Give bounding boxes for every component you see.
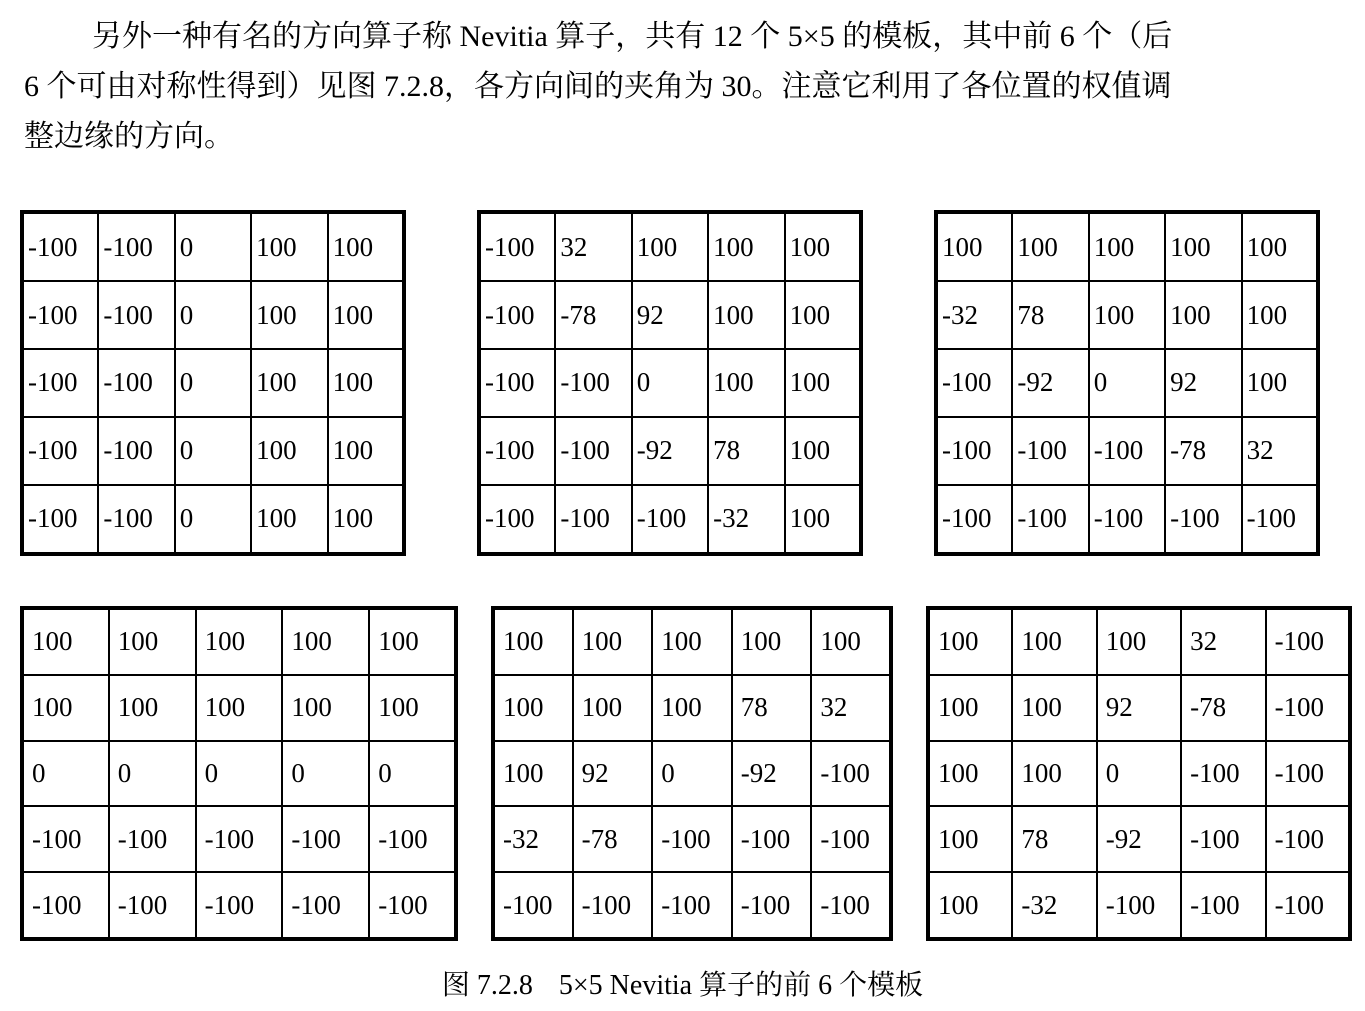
matrix-cell: 0: [175, 485, 251, 554]
matrix-cell: 0: [652, 741, 732, 807]
matrix-cell: 100: [1097, 608, 1181, 675]
matrix-cell: 100: [708, 281, 784, 349]
matrix-cell: -100: [479, 349, 555, 417]
matrix-row: [22, 349, 404, 417]
matrix-cell: 100: [328, 485, 404, 554]
matrix-cell: 100: [928, 741, 1012, 807]
matrix-cell: 0: [175, 349, 251, 417]
matrix-cell: -100: [109, 872, 196, 939]
matrix-cell: 32: [1181, 608, 1265, 675]
matrix-cell: 100: [573, 608, 653, 675]
matrix-cell: 100: [928, 608, 1012, 675]
template-matrix-6: [926, 606, 1352, 941]
matrix-cell: 78: [732, 675, 812, 741]
matrix-cell: -100: [98, 349, 174, 417]
template-matrix-1: [20, 210, 406, 556]
matrix-cell: 100: [22, 608, 109, 675]
matrix-cell: -100: [1266, 741, 1350, 807]
matrix-cell: -32: [936, 281, 1012, 349]
matrix-cell: 100: [1165, 212, 1241, 281]
matrix-cell: -100: [22, 349, 98, 417]
matrix-cell: 92: [573, 741, 653, 807]
matrix-cell: 100: [22, 675, 109, 741]
matrix-cell: 100: [1012, 741, 1096, 807]
matrix-cell: -100: [555, 417, 631, 485]
matrix-cell: -100: [22, 806, 109, 872]
matrix-cell: 92: [1097, 675, 1181, 741]
template-matrix-4: [20, 606, 458, 941]
matrix-cell: -100: [811, 741, 891, 807]
matrix-cell: -100: [22, 417, 98, 485]
matrix-cell: 100: [1242, 212, 1318, 281]
matrix-row: [928, 741, 1350, 807]
matrix-cell: 100: [251, 485, 327, 554]
matrix-cell: -100: [652, 806, 732, 872]
matrix-cell: 100: [196, 675, 283, 741]
matrix-cell: 100: [1012, 675, 1096, 741]
matrix-cell: -32: [1012, 872, 1096, 939]
matrix-cell: 100: [1089, 212, 1165, 281]
matrix-row: [479, 417, 861, 485]
matrix-cell: -100: [22, 485, 98, 554]
matrix-cell: 92: [632, 281, 708, 349]
matrix-cell: 100: [652, 675, 732, 741]
matrix-cell: -100: [98, 417, 174, 485]
matrix-cell: 100: [1242, 281, 1318, 349]
matrix-cell: 100: [328, 281, 404, 349]
matrix-row: [22, 485, 404, 554]
matrix-cell: -100: [479, 417, 555, 485]
matrix-cell: 100: [928, 806, 1012, 872]
matrix-cell: 100: [493, 741, 573, 807]
matrix-cell: 0: [22, 741, 109, 807]
matrix-cell: 100: [632, 212, 708, 281]
matrix-cell: 100: [652, 608, 732, 675]
matrix-cell: 100: [928, 675, 1012, 741]
matrix-cell: 100: [1242, 349, 1318, 417]
matrix-cell: 100: [251, 281, 327, 349]
matrix-cell: -100: [1097, 872, 1181, 939]
template-matrix-2: [477, 210, 863, 556]
paragraph-line: 整边缘的方向。: [24, 120, 234, 153]
matrix-cell: 100: [785, 485, 861, 554]
matrix-cell: -100: [632, 485, 708, 554]
matrix-cell: 100: [251, 349, 327, 417]
matrix-cell: -100: [555, 485, 631, 554]
paragraph-line: 另外一种有名的方向算子称 Nevitia 算子，共有 12 个 5×5 的模板，其中前 6 个（后: [92, 20, 1173, 53]
matrix-cell: -78: [1165, 417, 1241, 485]
matrix-cell: -100: [1012, 417, 1088, 485]
matrix-cell: 100: [732, 608, 812, 675]
matrix-cell: 100: [493, 675, 573, 741]
matrix-cell: 0: [109, 741, 196, 807]
matrix-cell: -100: [196, 806, 283, 872]
matrix-row: [479, 485, 861, 554]
matrix-row: [936, 349, 1318, 417]
body-paragraph: [24, 12, 1324, 162]
figure-caption: [0, 966, 1365, 1006]
matrix-cell: -100: [1089, 417, 1165, 485]
matrix-cell: -100: [369, 806, 456, 872]
template-matrix-5: [491, 606, 893, 941]
matrix-cell: -100: [22, 872, 109, 939]
matrix-row: [936, 212, 1318, 281]
matrix-cell: -100: [109, 806, 196, 872]
matrix-cell: 100: [785, 281, 861, 349]
matrix-cell: 100: [328, 349, 404, 417]
matrix-cell: 78: [1012, 281, 1088, 349]
matrix-cell: -100: [1181, 806, 1265, 872]
matrix-cell: -100: [1266, 608, 1350, 675]
matrix-cell: 0: [175, 212, 251, 281]
matrix-cell: 0: [175, 417, 251, 485]
matrix-cell: -100: [493, 872, 573, 939]
matrix-row: [22, 608, 456, 675]
matrix-cell: 100: [369, 608, 456, 675]
matrix-cell: -100: [479, 281, 555, 349]
matrix-cell: -100: [811, 872, 891, 939]
matrix-cell: 100: [573, 675, 653, 741]
matrix-cell: -100: [98, 485, 174, 554]
figure-number: 图 7.2.8: [441, 970, 533, 1001]
matrix-cell: 0: [282, 741, 369, 807]
matrix-cell: 100: [493, 608, 573, 675]
matrix-cell: -78: [555, 281, 631, 349]
matrix-row: [22, 741, 456, 807]
matrix-cell: 100: [785, 349, 861, 417]
matrix-cell: -100: [1242, 485, 1318, 554]
matrix-cell: -100: [196, 872, 283, 939]
matrix-row: [479, 212, 861, 281]
matrix-cell: -100: [369, 872, 456, 939]
matrix-row: [479, 281, 861, 349]
matrix-row: [928, 675, 1350, 741]
matrix-cell: 100: [928, 872, 1012, 939]
matrix-row: [928, 608, 1350, 675]
matrix-cell: -32: [493, 806, 573, 872]
matrix-cell: -100: [652, 872, 732, 939]
matrix-cell: -100: [1181, 741, 1265, 807]
matrix-cell: 0: [632, 349, 708, 417]
matrix-row: [936, 485, 1318, 554]
matrix-cell: -100: [1266, 806, 1350, 872]
matrix-row: [22, 806, 456, 872]
matrix-cell: -100: [98, 212, 174, 281]
matrix-cell: -78: [1181, 675, 1265, 741]
matrix-row: [22, 872, 456, 939]
matrix-cell: 100: [196, 608, 283, 675]
template-matrix-3: [934, 210, 1320, 556]
matrix-cell: 100: [1089, 281, 1165, 349]
figure-caption-text: 5×5 Nevitia 算子的前 6 个模板: [558, 970, 924, 1001]
matrix-cell: 100: [1012, 212, 1088, 281]
matrix-cell: -78: [573, 806, 653, 872]
matrix-cell: -100: [1181, 872, 1265, 939]
matrix-cell: 100: [328, 417, 404, 485]
matrix-cell: -100: [936, 349, 1012, 417]
matrix-cell: 100: [109, 608, 196, 675]
matrix-cell: 32: [811, 675, 891, 741]
matrix-row: [22, 281, 404, 349]
matrix-row: [22, 675, 456, 741]
matrix-cell: -100: [282, 872, 369, 939]
matrix-row: [22, 212, 404, 281]
matrix-cell: -100: [811, 806, 891, 872]
matrix-cell: 0: [1097, 741, 1181, 807]
matrix-cell: -92: [1012, 349, 1088, 417]
matrix-cell: 32: [555, 212, 631, 281]
matrix-cell: 92: [1165, 349, 1241, 417]
matrix-row: [493, 806, 891, 872]
matrix-row: [22, 417, 404, 485]
matrix-row: [493, 741, 891, 807]
matrix-cell: 78: [708, 417, 784, 485]
matrix-row: [493, 608, 891, 675]
matrix-cell: 100: [1012, 608, 1096, 675]
matrix-cell: -92: [1097, 806, 1181, 872]
matrix-cell: 0: [369, 741, 456, 807]
matrix-cell: -100: [98, 281, 174, 349]
matrix-row: [936, 417, 1318, 485]
matrix-cell: -92: [732, 741, 812, 807]
matrix-cell: 100: [109, 675, 196, 741]
matrix-row: [928, 806, 1350, 872]
matrix-cell: -100: [936, 417, 1012, 485]
matrix-cell: -100: [22, 281, 98, 349]
matrix-cell: -100: [573, 872, 653, 939]
matrix-cell: 100: [282, 675, 369, 741]
matrix-row: [479, 349, 861, 417]
matrix-cell: 0: [1089, 349, 1165, 417]
matrix-row: [493, 675, 891, 741]
matrix-cell: -100: [1266, 872, 1350, 939]
matrix-cell: -100: [282, 806, 369, 872]
matrix-cell: 100: [785, 212, 861, 281]
matrix-cell: -100: [936, 485, 1012, 554]
matrix-cell: -92: [632, 417, 708, 485]
paragraph-line: 6 个可由对称性得到）见图 7.2.8，各方向间的夹角为 30。注意它利用了各位置的权值调: [24, 70, 1172, 103]
matrix-cell: -100: [1012, 485, 1088, 554]
matrix-cell: 100: [369, 675, 456, 741]
matrix-cell: 100: [251, 417, 327, 485]
matrix-cell: 0: [196, 741, 283, 807]
matrix-cell: -100: [479, 485, 555, 554]
matrix-cell: -100: [1089, 485, 1165, 554]
matrix-cell: 100: [708, 349, 784, 417]
matrix-cell: -100: [732, 806, 812, 872]
matrix-cell: -100: [732, 872, 812, 939]
matrix-cell: -100: [22, 212, 98, 281]
matrix-cell: -100: [479, 212, 555, 281]
matrix-cell: 100: [328, 212, 404, 281]
matrix-cell: 0: [175, 281, 251, 349]
matrix-cell: 100: [282, 608, 369, 675]
matrix-cell: 78: [1012, 806, 1096, 872]
matrix-cell: 100: [811, 608, 891, 675]
matrix-cell: 100: [251, 212, 327, 281]
matrix-row: [493, 872, 891, 939]
matrix-cell: 100: [936, 212, 1012, 281]
matrix-cell: -32: [708, 485, 784, 554]
matrix-row: [928, 872, 1350, 939]
matrix-cell: -100: [1266, 675, 1350, 741]
matrix-cell: 100: [1165, 281, 1241, 349]
matrix-cell: -100: [555, 349, 631, 417]
matrix-row: [936, 281, 1318, 349]
matrix-cell: 100: [708, 212, 784, 281]
matrix-cell: -100: [1165, 485, 1241, 554]
matrix-cell: 32: [1242, 417, 1318, 485]
matrix-cell: 100: [785, 417, 861, 485]
